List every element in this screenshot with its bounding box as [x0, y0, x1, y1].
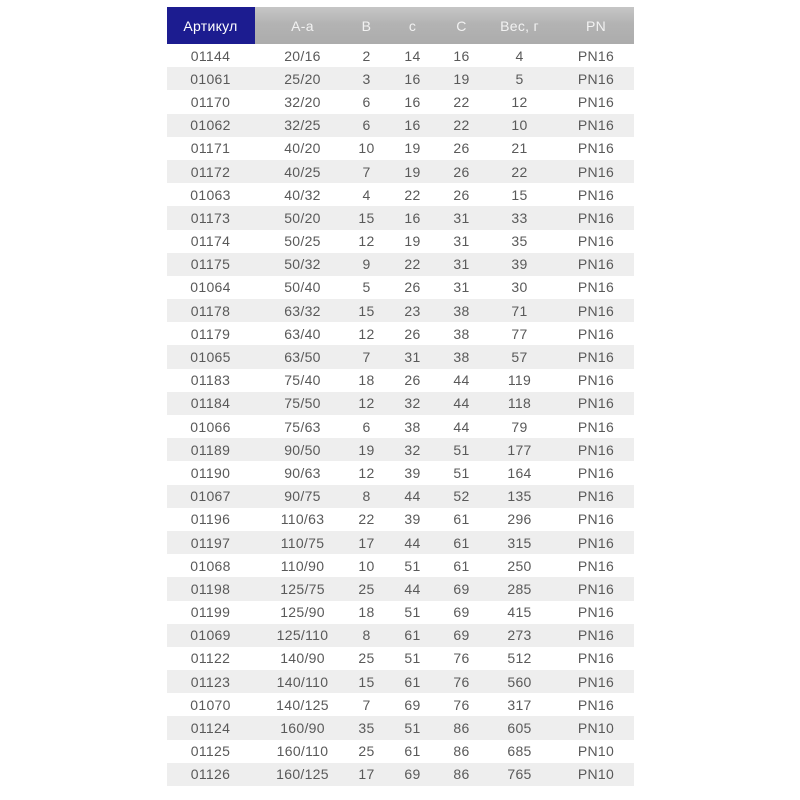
header-c-big: С: [443, 7, 481, 44]
cell-weight: 296: [481, 508, 559, 531]
cell-c_big: 26: [443, 137, 481, 160]
cell-article: 01190: [167, 461, 255, 484]
cell-aa: 32/20: [255, 90, 351, 113]
table-row: [167, 716, 634, 739]
cell-weight: 317: [481, 693, 559, 716]
cell-b: 12: [351, 392, 383, 415]
cell-article: 01196: [167, 508, 255, 531]
cell-weight: 135: [481, 485, 559, 508]
cell-article: 01070: [167, 693, 255, 716]
table-row: [167, 369, 634, 392]
cell-c_small: 22: [383, 253, 443, 276]
cell-c_small: 44: [383, 531, 443, 554]
cell-aa: 160/90: [255, 716, 351, 739]
cell-c_small: 61: [383, 670, 443, 693]
table-row: [167, 740, 634, 763]
cell-article: 01062: [167, 114, 255, 137]
cell-aa: 75/63: [255, 415, 351, 438]
cell-weight: 765: [481, 763, 559, 786]
table-row: [167, 508, 634, 531]
cell-c_small: 39: [383, 461, 443, 484]
header-row: [167, 7, 634, 44]
cell-c_small: 26: [383, 369, 443, 392]
table-row: [167, 160, 634, 183]
cell-pn: PN16: [559, 137, 634, 160]
cell-b: 25: [351, 577, 383, 600]
cell-c_big: 22: [443, 90, 481, 113]
cell-pn: PN16: [559, 601, 634, 624]
cell-pn: PN16: [559, 299, 634, 322]
cell-weight: 10: [481, 114, 559, 137]
cell-weight: 685: [481, 740, 559, 763]
cell-article: 01198: [167, 577, 255, 600]
cell-weight: 39: [481, 253, 559, 276]
cell-b: 15: [351, 670, 383, 693]
cell-aa: 140/125: [255, 693, 351, 716]
cell-c_big: 44: [443, 392, 481, 415]
cell-c_big: 19: [443, 67, 481, 90]
cell-weight: 15: [481, 183, 559, 206]
cell-weight: 273: [481, 624, 559, 647]
cell-article: 01068: [167, 554, 255, 577]
cell-b: 8: [351, 624, 383, 647]
cell-b: 15: [351, 206, 383, 229]
cell-pn: PN16: [559, 90, 634, 113]
cell-b: 25: [351, 647, 383, 670]
cell-weight: 71: [481, 299, 559, 322]
cell-c_small: 19: [383, 230, 443, 253]
cell-pn: PN16: [559, 230, 634, 253]
cell-c_big: 38: [443, 322, 481, 345]
cell-b: 7: [351, 693, 383, 716]
cell-article: 01066: [167, 415, 255, 438]
cell-b: 25: [351, 740, 383, 763]
cell-weight: 118: [481, 392, 559, 415]
cell-pn: PN16: [559, 253, 634, 276]
table-row: [167, 461, 634, 484]
cell-aa: 63/50: [255, 345, 351, 368]
cell-b: 17: [351, 763, 383, 786]
cell-pn: PN16: [559, 392, 634, 415]
cell-c_big: 38: [443, 299, 481, 322]
cell-c_small: 26: [383, 322, 443, 345]
table-row: [167, 531, 634, 554]
cell-aa: 125/110: [255, 624, 351, 647]
cell-c_big: 44: [443, 369, 481, 392]
cell-pn: PN16: [559, 577, 634, 600]
cell-weight: 119: [481, 369, 559, 392]
cell-c_big: 52: [443, 485, 481, 508]
cell-pn: PN16: [559, 322, 634, 345]
table-row: [167, 276, 634, 299]
cell-aa: 110/90: [255, 554, 351, 577]
cell-c_big: 69: [443, 601, 481, 624]
cell-pn: PN16: [559, 438, 634, 461]
cell-c_small: 38: [383, 415, 443, 438]
cell-pn: PN16: [559, 206, 634, 229]
cell-c_big: 38: [443, 345, 481, 368]
cell-aa: 63/32: [255, 299, 351, 322]
table-row: [167, 763, 634, 786]
cell-pn: PN16: [559, 44, 634, 67]
cell-aa: 90/50: [255, 438, 351, 461]
cell-b: 3: [351, 67, 383, 90]
table-row: [167, 114, 634, 137]
cell-c_small: 31: [383, 345, 443, 368]
cell-c_big: 51: [443, 461, 481, 484]
cell-pn: PN16: [559, 160, 634, 183]
cell-c_small: 16: [383, 114, 443, 137]
cell-weight: 79: [481, 415, 559, 438]
table-row: [167, 230, 634, 253]
cell-pn: PN10: [559, 716, 634, 739]
cell-c_small: 26: [383, 276, 443, 299]
cell-pn: PN16: [559, 647, 634, 670]
cell-b: 22: [351, 508, 383, 531]
table-row: [167, 624, 634, 647]
cell-c_big: 86: [443, 716, 481, 739]
cell-article: 01124: [167, 716, 255, 739]
cell-pn: PN10: [559, 740, 634, 763]
cell-c_big: 31: [443, 276, 481, 299]
cell-aa: 50/40: [255, 276, 351, 299]
cell-pn: PN16: [559, 531, 634, 554]
cell-aa: 40/25: [255, 160, 351, 183]
cell-aa: 32/25: [255, 114, 351, 137]
spec-table: [167, 7, 634, 786]
cell-article: 01183: [167, 369, 255, 392]
cell-b: 6: [351, 415, 383, 438]
cell-c_big: 31: [443, 230, 481, 253]
cell-article: 01175: [167, 253, 255, 276]
cell-weight: 12: [481, 90, 559, 113]
table-row: [167, 206, 634, 229]
cell-b: 18: [351, 369, 383, 392]
cell-article: 01199: [167, 601, 255, 624]
cell-weight: 77: [481, 322, 559, 345]
table-row: [167, 554, 634, 577]
cell-b: 19: [351, 438, 383, 461]
cell-c_small: 51: [383, 716, 443, 739]
cell-c_big: 61: [443, 508, 481, 531]
cell-weight: 164: [481, 461, 559, 484]
cell-pn: PN16: [559, 345, 634, 368]
cell-aa: 75/50: [255, 392, 351, 415]
cell-pn: PN16: [559, 369, 634, 392]
cell-b: 4: [351, 183, 383, 206]
cell-article: 01171: [167, 137, 255, 160]
cell-c_small: 51: [383, 554, 443, 577]
cell-weight: 250: [481, 554, 559, 577]
cell-c_big: 26: [443, 183, 481, 206]
cell-c_big: 86: [443, 740, 481, 763]
cell-c_big: 44: [443, 415, 481, 438]
table-row: [167, 670, 634, 693]
cell-c_small: 69: [383, 763, 443, 786]
cell-c_big: 61: [443, 554, 481, 577]
cell-aa: 160/125: [255, 763, 351, 786]
cell-c_small: 16: [383, 90, 443, 113]
cell-c_small: 22: [383, 183, 443, 206]
cell-aa: 125/90: [255, 601, 351, 624]
cell-aa: 140/110: [255, 670, 351, 693]
cell-c_small: 61: [383, 740, 443, 763]
cell-article: 01126: [167, 763, 255, 786]
cell-article: 01179: [167, 322, 255, 345]
cell-article: 01184: [167, 392, 255, 415]
cell-c_small: 39: [383, 508, 443, 531]
cell-article: 01178: [167, 299, 255, 322]
cell-aa: 160/110: [255, 740, 351, 763]
cell-c_small: 19: [383, 137, 443, 160]
cell-c_small: 69: [383, 693, 443, 716]
cell-article: 01067: [167, 485, 255, 508]
table-row: [167, 415, 634, 438]
cell-aa: 20/16: [255, 44, 351, 67]
cell-b: 7: [351, 345, 383, 368]
table-row: [167, 44, 634, 67]
table-row: [167, 438, 634, 461]
table-row: [167, 183, 634, 206]
cell-weight: 177: [481, 438, 559, 461]
table-row: [167, 345, 634, 368]
cell-b: 8: [351, 485, 383, 508]
header-pn: PN: [559, 7, 634, 44]
table-row: [167, 577, 634, 600]
table-row: [167, 90, 634, 113]
cell-article: 01125: [167, 740, 255, 763]
cell-article: 01064: [167, 276, 255, 299]
cell-c_small: 16: [383, 206, 443, 229]
cell-weight: 315: [481, 531, 559, 554]
cell-pn: PN16: [559, 670, 634, 693]
cell-aa: 140/90: [255, 647, 351, 670]
cell-aa: 110/75: [255, 531, 351, 554]
table-row: [167, 485, 634, 508]
header-weight: Вес, г: [481, 7, 559, 44]
cell-pn: PN16: [559, 114, 634, 137]
cell-b: 15: [351, 299, 383, 322]
cell-aa: 110/63: [255, 508, 351, 531]
table-row: [167, 392, 634, 415]
cell-pn: PN16: [559, 485, 634, 508]
cell-weight: 285: [481, 577, 559, 600]
cell-b: 17: [351, 531, 383, 554]
cell-pn: PN16: [559, 508, 634, 531]
cell-c_big: 22: [443, 114, 481, 137]
cell-article: 01173: [167, 206, 255, 229]
cell-c_big: 61: [443, 531, 481, 554]
cell-aa: 50/32: [255, 253, 351, 276]
cell-c_small: 32: [383, 392, 443, 415]
cell-c_small: 19: [383, 160, 443, 183]
cell-pn: PN16: [559, 461, 634, 484]
cell-aa: 63/40: [255, 322, 351, 345]
cell-pn: PN16: [559, 67, 634, 90]
cell-aa: 40/32: [255, 183, 351, 206]
cell-article: 01144: [167, 44, 255, 67]
cell-weight: 512: [481, 647, 559, 670]
cell-article: 01069: [167, 624, 255, 647]
cell-pn: PN16: [559, 554, 634, 577]
cell-c_small: 51: [383, 647, 443, 670]
cell-c_small: 32: [383, 438, 443, 461]
cell-b: 7: [351, 160, 383, 183]
cell-article: 01197: [167, 531, 255, 554]
cell-c_big: 76: [443, 647, 481, 670]
cell-article: 01122: [167, 647, 255, 670]
header-article: Артикул: [167, 7, 255, 44]
cell-c_small: 14: [383, 44, 443, 67]
cell-c_small: 61: [383, 624, 443, 647]
cell-b: 9: [351, 253, 383, 276]
cell-aa: 25/20: [255, 67, 351, 90]
cell-weight: 22: [481, 160, 559, 183]
table-row: [167, 253, 634, 276]
cell-pn: PN16: [559, 415, 634, 438]
cell-c_small: 16: [383, 67, 443, 90]
cell-article: 01063: [167, 183, 255, 206]
cell-c_big: 76: [443, 693, 481, 716]
cell-b: 5: [351, 276, 383, 299]
cell-c_big: 31: [443, 253, 481, 276]
header-aa: А-а: [255, 7, 351, 44]
cell-aa: 75/40: [255, 369, 351, 392]
cell-b: 35: [351, 716, 383, 739]
cell-weight: 35: [481, 230, 559, 253]
cell-article: 01061: [167, 67, 255, 90]
table-row: [167, 137, 634, 160]
cell-weight: 605: [481, 716, 559, 739]
cell-c_big: 31: [443, 206, 481, 229]
cell-aa: 90/75: [255, 485, 351, 508]
cell-weight: 4: [481, 44, 559, 67]
cell-pn: PN10: [559, 763, 634, 786]
table-row: [167, 647, 634, 670]
cell-b: 12: [351, 322, 383, 345]
cell-weight: 57: [481, 345, 559, 368]
table-row: [167, 67, 634, 90]
cell-aa: 50/25: [255, 230, 351, 253]
cell-b: 10: [351, 554, 383, 577]
cell-c_big: 16: [443, 44, 481, 67]
cell-b: 2: [351, 44, 383, 67]
cell-c_big: 69: [443, 577, 481, 600]
cell-pn: PN16: [559, 693, 634, 716]
table-row: [167, 322, 634, 345]
cell-weight: 415: [481, 601, 559, 624]
cell-c_big: 86: [443, 763, 481, 786]
cell-c_small: 44: [383, 577, 443, 600]
header-b: В: [351, 7, 383, 44]
cell-weight: 30: [481, 276, 559, 299]
cell-c_small: 44: [383, 485, 443, 508]
cell-pn: PN16: [559, 276, 634, 299]
cell-article: 01123: [167, 670, 255, 693]
cell-b: 12: [351, 230, 383, 253]
cell-c_big: 76: [443, 670, 481, 693]
cell-c_small: 23: [383, 299, 443, 322]
table-body: [167, 44, 634, 786]
cell-aa: 125/75: [255, 577, 351, 600]
table-row: [167, 601, 634, 624]
cell-weight: 21: [481, 137, 559, 160]
cell-pn: PN16: [559, 183, 634, 206]
cell-article: 01189: [167, 438, 255, 461]
cell-article: 01170: [167, 90, 255, 113]
cell-c_small: 51: [383, 601, 443, 624]
cell-c_big: 69: [443, 624, 481, 647]
cell-weight: 5: [481, 67, 559, 90]
cell-pn: PN16: [559, 624, 634, 647]
cell-b: 6: [351, 114, 383, 137]
header-c-small: с: [383, 7, 443, 44]
cell-c_big: 26: [443, 160, 481, 183]
table-row: [167, 693, 634, 716]
cell-aa: 50/20: [255, 206, 351, 229]
cell-b: 10: [351, 137, 383, 160]
cell-article: 01172: [167, 160, 255, 183]
cell-aa: 40/20: [255, 137, 351, 160]
table-row: [167, 299, 634, 322]
cell-weight: 560: [481, 670, 559, 693]
cell-article: 01065: [167, 345, 255, 368]
cell-b: 12: [351, 461, 383, 484]
cell-b: 6: [351, 90, 383, 113]
cell-b: 18: [351, 601, 383, 624]
cell-c_big: 51: [443, 438, 481, 461]
cell-aa: 90/63: [255, 461, 351, 484]
cell-article: 01174: [167, 230, 255, 253]
cell-weight: 33: [481, 206, 559, 229]
